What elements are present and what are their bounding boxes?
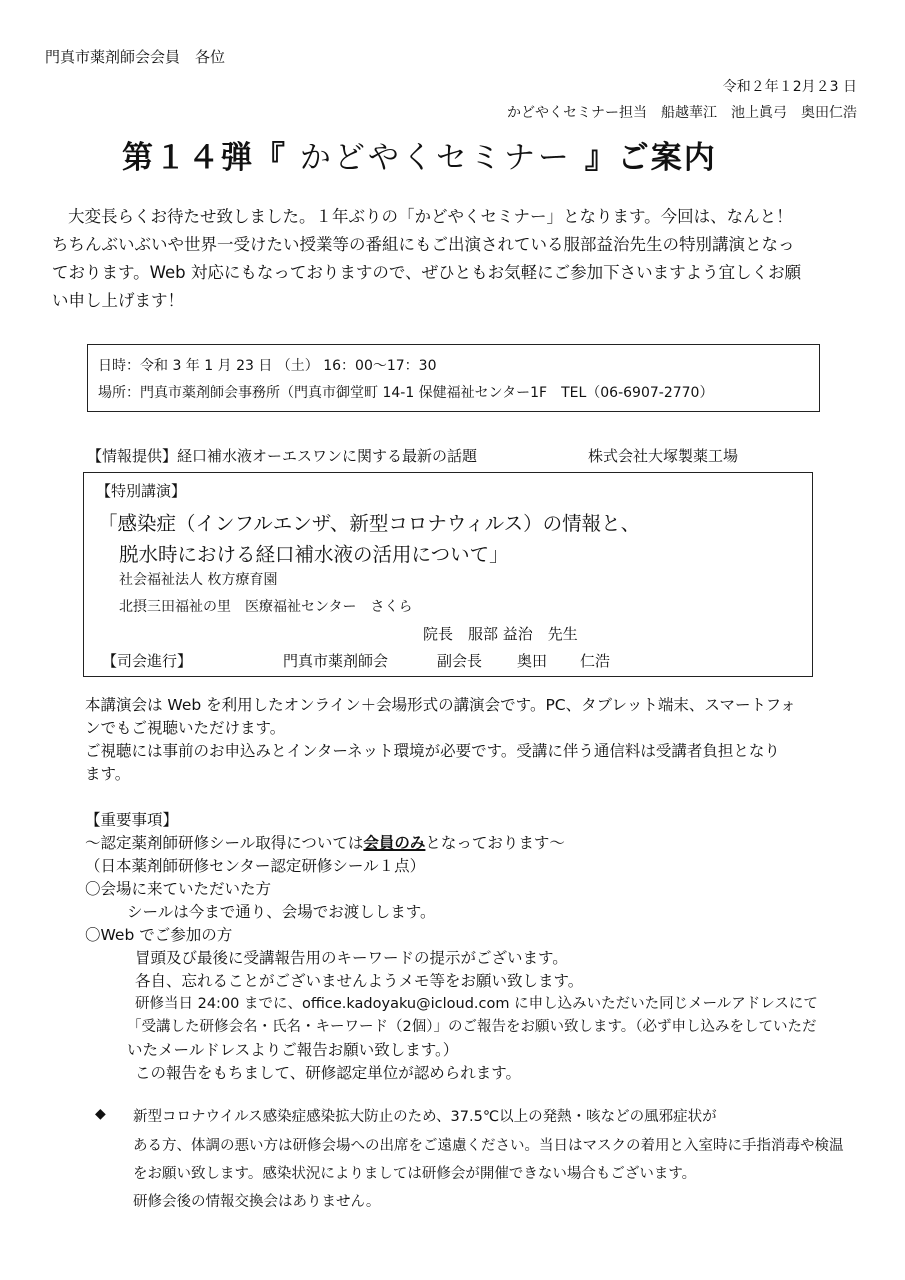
web-line: この報告をもちまして、研修認定単位が認められます。 <box>135 1064 521 1082</box>
speaker-org1: 社会福祉法人 枚方療育園 <box>119 572 278 588</box>
schedule-box <box>87 344 820 412</box>
mc-label: 【司会進行】 <box>102 652 193 670</box>
info-company: 株式会社大塚製薬工場 <box>588 447 739 465</box>
important-heading: 【重要事項】 <box>85 811 179 829</box>
online-line: ます。 <box>85 765 131 783</box>
mc-role: 副会長 <box>437 652 483 670</box>
intro-line: ております。Web 対応にもなっておりますので、ぜひともお気軽にご参加下さいますよう宜しくお願 <box>52 263 802 282</box>
sender: かどやくセミナー担当 船越華江 池上眞弓 奥田仁浩 <box>507 105 857 121</box>
lecture-box <box>83 472 813 677</box>
covid-line: 研修会後の情報交換会はありません。 <box>133 1194 381 1210</box>
info-line <box>87 446 477 466</box>
mc-given-name: 仁浩 <box>580 652 611 670</box>
intro-paragraph <box>52 203 877 315</box>
cert-condition <box>85 832 565 855</box>
covid-line: をお願い致します。感染状況によりましては研修会が開催できない場合もございます。 <box>133 1166 697 1182</box>
cert-post: となっております～ <box>425 834 565 852</box>
schedule-place: 場所：門真市薬剤師会事務所（門真市御堂町 14-1 保健福祉センター1F TEL（06-6907-2770） <box>98 385 714 401</box>
speaker-org2: 北摂三田福祉の里 医療福祉センター さくら <box>119 599 413 615</box>
speaker-name: 院長 服部 益治 先生 <box>423 625 578 643</box>
online-line: 本講演会は Web を利用したオンライン＋会場形式の講演会です。PC、タブレット端末、スマートフォ <box>85 696 796 714</box>
online-info <box>85 694 796 786</box>
cert-note: （日本薬剤師研修センター認定研修シール１点） <box>85 857 426 875</box>
title-suffix: 』ご案内 <box>584 140 717 176</box>
mc-surname: 奥田 <box>517 652 548 670</box>
intro-line: い申し上げます！ <box>52 291 184 310</box>
intro-line: ちちんぶいぶいや世界一受けたい授業等の番組にもご出演されている服部益治先生の特別講演となっ <box>52 235 795 254</box>
venue-text: シールは今まで通り、会場でお渡しします。 <box>127 903 436 921</box>
schedule-datetime: 日時：令和 3 年 1 月 23 日 （土） 16：00～17：30 <box>98 358 437 374</box>
lecture-title-line2: 脱水時における経口補水液の活用について」 <box>119 543 509 566</box>
covid-line: ある方、体調の悪い方は研修会場への出席をご遠慮ください。当日はマスクの着用と入室時に手指消毒や検温 <box>133 1138 844 1154</box>
title-name: かどやくセミナー <box>287 140 585 176</box>
online-line: ンでもご視聴いただけます。 <box>85 719 286 737</box>
info-topic: 経口補水液オーエスワンに関する最新の話題 <box>177 447 478 465</box>
venue-heading: 〇会場に来ていただいた方 <box>85 880 272 898</box>
online-line: ご視聴には事前のお申込みとインターネット環境が必要です。受講に伴う通信料は受講者負担となり <box>85 742 780 760</box>
web-line: いたメールドレスよりご報告お願い致します。） <box>127 1041 459 1059</box>
covid-line: 新型コロナウイルス感染症感染拡大防止のため、37.5℃以上の発熱・咳などの風邪症状が <box>133 1109 717 1125</box>
intro-line: 大変長らくお待たせ致しました。１年ぶりの「かどやくセミナー」となります。今回は、なんと！ <box>68 207 793 226</box>
web-line: 冒頭及び最後に受講報告用のキーワードの提示がございます。 <box>135 949 568 967</box>
mc-org: 門真市薬剤師会 <box>283 652 389 670</box>
addressee: 門真市薬剤師会会員 各位 <box>45 48 226 66</box>
lecture-label: 【特別講演】 <box>96 482 187 500</box>
web-heading: 〇Web でご参加の方 <box>85 926 233 944</box>
info-label: 【情報提供】 <box>87 447 178 465</box>
web-line: 各自、忘れることがございませんようメモ等をお願い致します。 <box>135 972 584 990</box>
web-line: 「受講した研修会名・氏名・キーワード（2個）」のご報告をお願い致します。（必ず申し込みをしていただ <box>127 1019 817 1035</box>
title-prefix: 第１４弾『 <box>122 140 287 176</box>
lecture-title-line1: 「感染症（インフルエンザ、新型コロナウィルス）の情報と、 <box>98 512 641 535</box>
issue-date: 令和２年１2月２3 日 <box>722 79 857 95</box>
web-line: 研修当日 24:00 までに、office.kadoyaku@icloud.com に申し込みいただいた同じメールアドレスにて <box>135 996 818 1012</box>
diamond-bullet-icon: ◆ <box>95 1106 106 1122</box>
members-only: 会員のみ <box>363 834 426 852</box>
page-title <box>122 132 717 177</box>
cert-pre: ～認定薬剤師研修シール取得については <box>85 834 364 852</box>
